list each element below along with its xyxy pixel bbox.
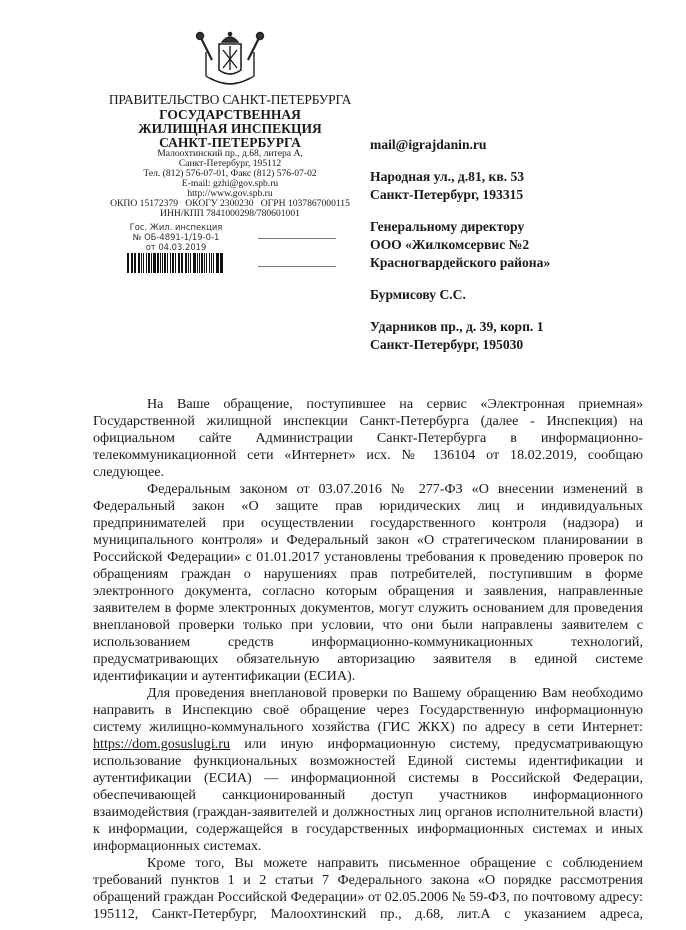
barcode-bar [141,253,142,273]
saint-petersburg-coat-of-arms-icon [192,30,268,90]
barcode-bar [131,253,132,273]
recipient-company-line-2: Красногвардейского района» [370,255,551,270]
barcode-bar [206,253,207,273]
org-phone-line: Тел. (812) 576-07-01, Факс (812) 576-07-02 [143,168,317,179]
addressee-block [370,136,550,354]
org-tax-ids: ИНН/КПП 7841000298/780601001 [160,208,300,219]
barcode-bar [151,253,152,273]
org-website[interactable]: http://www.gov.spb.ru [187,188,273,199]
sender-city: Санкт-Петербург, 193315 [370,187,524,202]
paragraph-3 [93,685,643,855]
barcode-bar [162,253,163,273]
government-name: ПРАВИТЕЛЬСТВО САНКТ-ПЕТЕРБУРГА [108,92,352,107]
barcode-bar [157,253,159,273]
paragraph-4: Кроме того, Вы можете направить письменное обращение с соблюдением требований пунктов 1 и 2 статьи 7 Федерального закона «О порядке рассмотрения обращений граждан Российской Федерации» от 02.05.2006 № 59-ФЗ, по почтовому адресу: 195112, Санкт-Петербург, Малоохтинский пр., д.68, лит.А с указанием адреса, [93,855,643,922]
paragraph-2: Федеральным законом от 03.07.2016 № 277-ФЗ «О внесении изменений в Федеральный закон «О защите прав юридических лиц и индивидуальных предпринимателей при осуществлении государственного контроля (надзора) и муниципального контроля» и Федеральный закон «О стратегическом планировании в Российской Федерации» с 01.01.2017 установлены требования к проведению проверок по обращениям граждан о нарушениях прав потребителей, поступившим в форме электронного документа, согласно которым обращения и заявления, направленные заявителем в форме электронных документов, могут служить основанием для проведения внеплановой проверки только при условии, что они были направлены заявителем с использованием средств информационно-коммуникационных технологий, предусматривающих обязательную авторизацию заявителя в единой системе идентификации и аутентификации (ЕСИА). [93,481,643,684]
barcode-bar [160,253,161,273]
signature-line-2 [258,266,336,267]
stamp-line-number: № ОБ-4891-1/19-0-1 [132,232,220,242]
org-name-line-2: ЖИЛИЩНАЯ ИНСПЕКЦИЯ [138,121,322,136]
registration-stamp [120,222,232,273]
barcode-bar [146,253,147,273]
recipient-street: Ударников пр., д. 39, корп. 1 [370,319,544,334]
paragraph-1: На Ваше обращение, поступившее на сервис «Электронная приемная» Государственной жилищной инспекции Санкт-Петербурга (далее - Инспекция) на официальном сайте Администрации Санкт-Петербурга в информационно-телекоммуникационной сети «Интернет» исх. № 136104 от 18.02.2019, сообщаю следующее. [93,396,643,480]
barcode-bar [138,253,140,273]
paragraph-3-text-a: Для проведения внеплановой проверки по Вашему обращению Вам необходимо направить в Инспекцию своё обращение через Государственную информационную систему жилищно-коммунального хозяйства (ГИС ЖКХ) по адресу в сети Интернет: [93,685,643,735]
barcode-bar [148,253,150,273]
barcode-bar [213,253,214,273]
barcode-bar [201,253,203,273]
stamp-line-org: Гос. Жил. инспекция [129,222,223,232]
barcode-icon [127,253,225,273]
sender-address [370,168,550,204]
barcode-bar [185,253,187,273]
barcode-bar [220,253,221,273]
org-email[interactable]: E-mail: gzhi@gov.spb.ru [181,178,279,189]
sender-email[interactable]: mail@igrajdanin.ru [370,137,487,152]
barcode-bar [132,253,133,273]
barcode-bar [143,253,144,273]
org-registry-codes: ОКПО 15172379 ОКОГУ 2300230 ОГРН 1037867000115 [110,198,350,209]
barcode-bar [221,253,223,273]
barcode-bar [188,253,190,273]
org-name-line-1: ГОСУДАРСТВЕННАЯ [159,107,301,122]
org-city-line: Санкт-Петербург, 195112 [178,158,282,169]
barcode-bar [216,253,218,273]
barcode-bar [170,253,171,273]
barcode-bar [181,253,182,273]
barcode-bar [199,253,200,273]
barcode-bar [190,253,191,273]
barcode-bar [127,253,129,273]
recipient-city: Санкт-Петербург, 195030 [370,337,524,352]
sender-street: Народная ул., д.81, кв. 53 [370,169,525,184]
barcode-bar [164,253,166,273]
barcode-bar [178,253,180,273]
paragraph-3-text-b: или иную информационную систему, предусматривающую использование функциональных возможностей Единой системы идентификации и аутентификации (ЕСИА) — информационной системы в Российской Федерации, обеспечивающей санкционированный доступ участников информационного взаимодействия (граждан-заявителей и должностных лиц органов исполнительной власти) к информации, содержащейся в государственных информационных системах и иных информационных системах. [93,736,643,854]
org-address-line: Малоохтинский пр., д.68, литера А, [157,148,303,159]
barcode-bar [209,253,211,273]
barcode-bar [172,253,174,273]
barcode-bar [211,253,212,273]
stamp-line-date: от 04.03.2019 [145,242,207,252]
barcode-bar [197,253,198,273]
barcode-bar [193,253,195,273]
barcode-bar [182,253,183,273]
letter-body [93,396,643,923]
barcode-bar [153,253,155,273]
barcode-bar [204,253,205,273]
recipient-name: Бурмисову С.С. [370,287,466,302]
gis-zhkh-link[interactable]: https://dom.gosuslugi.ru [93,736,231,752]
recipient-title [370,218,550,272]
recipient-address [370,318,550,354]
org-name-line-3: САНКТ-ПЕТЕРБУРГА [159,135,301,150]
signature-line-1 [258,238,336,239]
barcode-bar [175,253,176,273]
recipient-company-line-1: ООО «Жилкомсервис №2 [370,237,530,252]
barcode-bar [167,253,168,273]
barcode-bar [134,253,136,273]
recipient-position: Генеральному директору [370,219,525,234]
